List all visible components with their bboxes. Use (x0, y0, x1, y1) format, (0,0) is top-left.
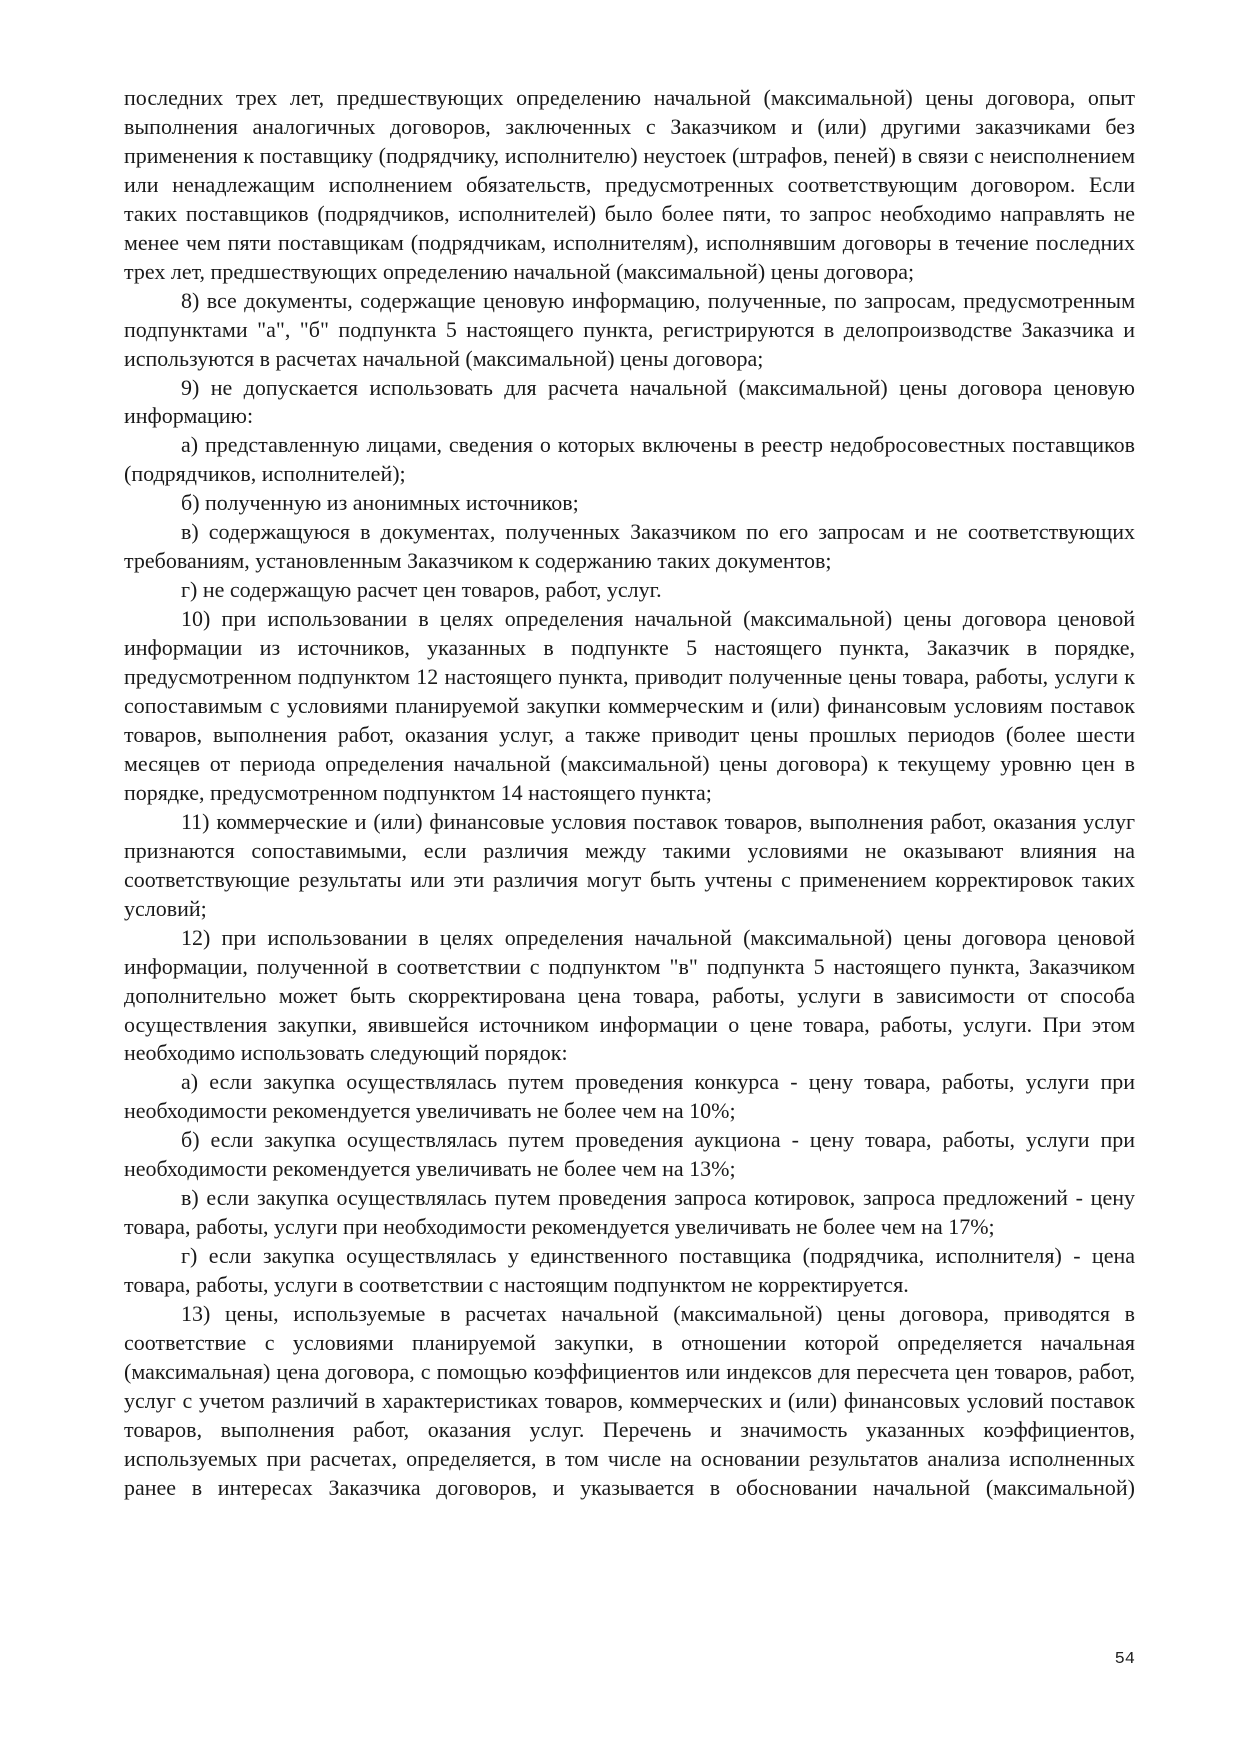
body-text (124, 84, 1135, 1503)
paragraph-item-13: 13) цены, используемые в расчетах начальной (максимальной) цены договора, приводятся в соответствие с условиями планируемой закупки, в отношении которой определяется начальная (максимальная) цена договора, с помощью коэффициентов или индексов для пересчета цен товаров, работ, услуг с учетом различий в характеристиках товаров, коммерческих и (или) финансовых условий поставок товаров, выполнения работ, оказания услуг. Перечень и значимость указанных коэффициентов, используемых при расчетах, определяется, в том числе на основании результатов анализа исполненных ранее в интересах Заказчика договоров, и указывается в обосновании начальной (максимальной) (124, 1301, 1135, 1500)
paragraph-item-10: 10) при использовании в целях определения начальной (максимальной) цены договора ценовой информации из источников, указанных в подпункте 5 настоящего пункта, Заказчик в порядке, предусмотренном подпунктом 12 настоящего пункта, приводит полученные цены товара, работы, услуги к сопоставимым с условиями планируемой закупки коммерческим и (или) финансовым условиям поставок товаров, выполнения работ, оказания услуг, а также приводит цены прошлых периодов (более шести месяцев от периода определения начальной (максимальной) цены договора) к текущему уровню цен в порядке, предусмотренном подпунктом 14 настоящего пункта; (124, 606, 1135, 805)
paragraph-item-8: 8) все документы, содержащие ценовую информацию, полученные, по запросам, предусмотренным подпунктами "а", "б" подпункта 5 настоящего пункта, регистрируются в делопроизводстве Заказчика и используются в расчетах начальной (максимальной) цены договора; (124, 287, 1135, 371)
paragraph-item-9b: б) полученную из анонимных источников; (181, 490, 579, 516)
paragraph-item-9a: а) представленную лицами, сведения о которых включены в реестр недобросовестных поставщиков (подрядчиков, исполнителей); (124, 432, 1135, 487)
page-number: 54 (1114, 1650, 1135, 1669)
paragraph-item-11: 11) коммерческие и (или) финансовые условия поставок товаров, выполнения работ, оказания услуг признаются сопоставимыми, если различия между такими условиями не оказывают влияния на соответствующие результаты или эти различия могут быть учтены с применением корректировок таких условий; (124, 808, 1135, 921)
paragraph-item-12: 12) при использовании в целях определения начальной (максимальной) цены договора ценовой информации, полученной в соответствии с подпунктом "в" подпункта 5 настоящего пункта, Заказчиком дополнительно может быть скорректирована цена товара, работы, услуги в зависимости от способа осуществления закупки, явившейся источником информации о цене товара, работы, услуги. При этом необходимо использовать следующий порядок: (124, 924, 1135, 1066)
paragraph-item-12a: а) если закупка осуществлялась путем проведения конкурса - цену товара, работы, услуги при необходимости рекомендуется увеличивать не более чем на 10%; (124, 1069, 1135, 1124)
paragraph-continuation: последних трех лет, предшествующих определению начальной (максимальной) цены договора, опыт выполнения аналогичных договоров, заключенных с Заказчиком и (или) другими заказчиками без применения к поставщику (подрядчику, исполнителю) неустоек (штрафов, пеней) в связи с неисполнением или ненадлежащим исполнением обязательств, предусмотренных соответствующим договором. Если таких поставщиков (подрядчиков, исполнителей) было более пяти, то запрос необходимо направлять не менее чем пяти поставщикам (подрядчикам, исполнителям), исполнявшим договоры в течение последних трех лет, предшествующих определению начальной (максимальной) цены договора; (124, 85, 1135, 284)
paragraph-item-9g: г) не содержащую расчет цен товаров, работ, услуг. (181, 577, 662, 603)
paragraph-item-12b: б) если закупка осуществлялась путем проведения аукциона - цену товара, работы, услуги при необходимости рекомендуется увеличивать не более чем на 13%; (124, 1127, 1135, 1182)
paragraph-item-12v: в) если закупка осуществлялась путем проведения запроса котировок, запроса предложений - цену товара, работы, услуги при необходимости рекомендуется увеличивать не более чем на 17%; (124, 1185, 1135, 1240)
paragraph-item-9v: в) содержащуюся в документах, полученных Заказчиком по его запросам и не соответствующих требованиям, установленным Заказчиком к содержанию таких документов; (124, 519, 1135, 574)
paragraph-item-9: 9) не допускается использовать для расчета начальной (максимальной) цены договора ценовую информацию: (124, 374, 1135, 429)
paragraph-item-12g: г) если закупка осуществлялась у единственного поставщика (подрядчика, исполнителя) - цена товара, работы, услуги в соответствии с настоящим подпунктом не корректируется. (124, 1243, 1135, 1298)
